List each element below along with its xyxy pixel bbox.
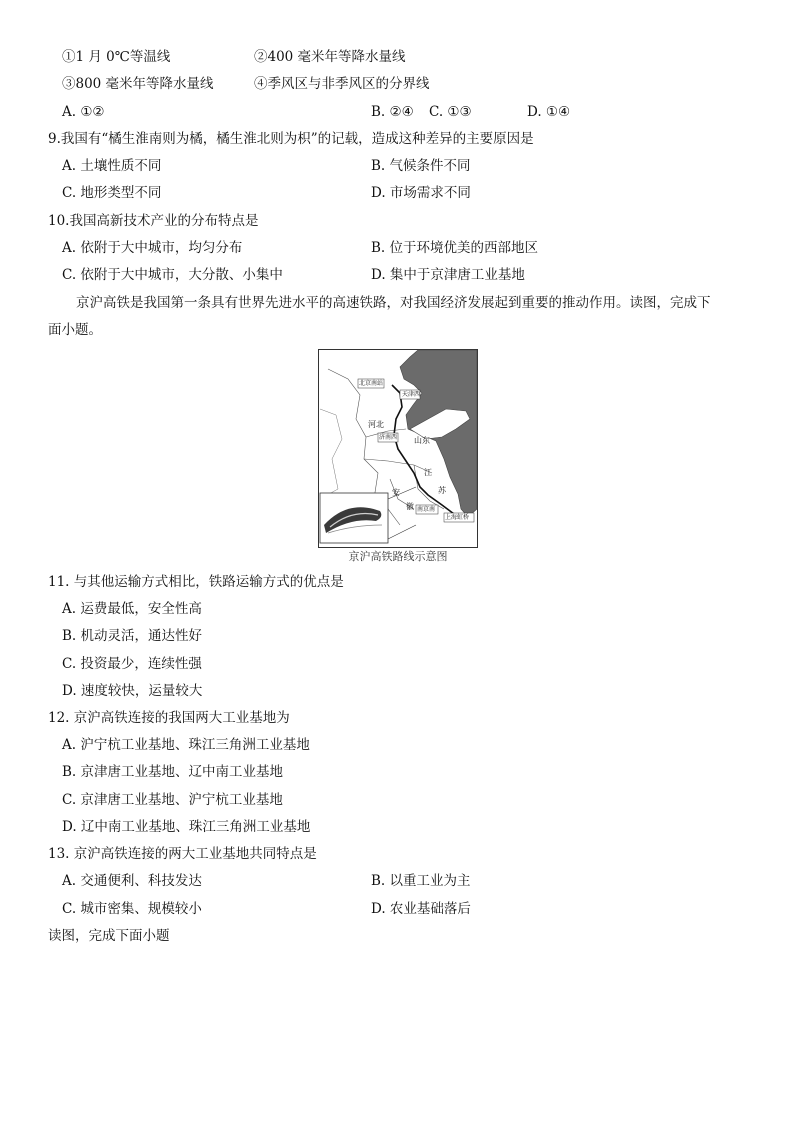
label-beijing: 北京南站 bbox=[359, 380, 384, 387]
label-nanjing: 南京南 bbox=[417, 506, 436, 513]
q9-choice-b: B. 气候条件不同 bbox=[371, 158, 471, 174]
q8-statement-2: ②400 毫米年等降水量线 bbox=[254, 49, 406, 65]
q9-choice-d: D. 市场需求不同 bbox=[371, 185, 471, 201]
label-hui: 徽 bbox=[406, 502, 414, 511]
q10-choice-b: B. 位于环境优美的西部地区 bbox=[371, 240, 539, 256]
q10-choice-d: D. 集中于京津唐工业基地 bbox=[371, 267, 525, 283]
q13-choice-b: B. 以重工业为主 bbox=[371, 873, 471, 889]
q8-choice-a: A. ①② bbox=[62, 104, 105, 120]
passage-line-1: 京沪高铁是我国第一条具有世界先进水平的高速铁路，对我国经济发展起到重要的推动作用。读图，完成下 bbox=[76, 295, 711, 311]
read-map-instruction: 读图，完成下面小题 bbox=[48, 928, 170, 944]
q9-choice-a: A. 土壤性质不同 bbox=[62, 158, 162, 174]
q9-choice-c: C. 地形类型不同 bbox=[62, 185, 162, 201]
label-jinan: 济南西 bbox=[379, 434, 398, 441]
q12-choice-b: B. 京津唐工业基地、辽中南工业基地 bbox=[62, 764, 284, 780]
q12-choice-a: A. 沪宁杭工业基地、珠江三角洲工业基地 bbox=[62, 737, 310, 753]
q8-choice-d: D. ①④ bbox=[527, 104, 571, 120]
label-su: 苏 bbox=[438, 486, 446, 495]
q13-choice-d: D. 农业基础落后 bbox=[371, 901, 471, 917]
label-shanghai: 上海虹桥 bbox=[445, 514, 470, 521]
q11-choice-c: C. 投资最少，连续性强 bbox=[62, 656, 202, 672]
label-hebei: 河北 bbox=[368, 420, 384, 429]
q8-statement-1: ①1 月 0℃等温线 bbox=[62, 49, 171, 65]
q10-choice-a: A. 依附于大中城市，均匀分布 bbox=[62, 240, 243, 256]
q13-choice-a: A. 交通便利、科技发达 bbox=[62, 873, 202, 889]
q8-statement-3: ③800 毫米年等降水量线 bbox=[62, 76, 214, 92]
label-tianjin: 天津西 bbox=[402, 391, 421, 398]
rail-route-map bbox=[318, 349, 478, 549]
label-an: 安 bbox=[392, 488, 400, 497]
q12-stem: 12. 京沪高铁连接的我国两大工业基地为 bbox=[48, 710, 290, 726]
q13-stem: 13. 京沪高铁连接的两大工业基地共同特点是 bbox=[48, 846, 317, 862]
q10-choice-c: C. 依附于大中城市，大分散、小集中 bbox=[62, 267, 283, 283]
q13-choice-c: C. 城市密集、规模较小 bbox=[62, 901, 202, 917]
q8-statement-4: ④季风区与非季风区的分界线 bbox=[254, 76, 430, 92]
q8-choice-c: C. ①③ bbox=[429, 104, 472, 120]
q12-choice-c: C. 京津唐工业基地、沪宁杭工业基地 bbox=[62, 792, 283, 808]
q11-choice-b: B. 机动灵活，通达性好 bbox=[62, 628, 203, 644]
map-caption: 京沪高铁路线示意图 bbox=[348, 550, 448, 563]
passage-line-2: 面小题。 bbox=[48, 322, 102, 338]
q8-choice-b: B. ②④ bbox=[371, 104, 414, 120]
q11-choice-a: A. 运费最低，安全性高 bbox=[62, 601, 202, 617]
q11-stem: 11. 与其他运输方式相比，铁路运输方式的优点是 bbox=[48, 574, 344, 590]
label-jiang: 江 bbox=[424, 468, 432, 477]
q12-choice-d: D. 辽中南工业基地、珠江三角洲工业基地 bbox=[62, 819, 311, 835]
label-shandong: 山东 bbox=[414, 436, 430, 445]
q9-stem: 9.我国有“橘生淮南则为橘，橘生淮北则为枳”的记载，造成这种差异的主要原因是 bbox=[48, 131, 534, 147]
q10-stem: 10.我国高新技术产业的分布特点是 bbox=[48, 213, 259, 229]
q11-choice-d: D. 速度较快，运量较大 bbox=[62, 683, 203, 699]
